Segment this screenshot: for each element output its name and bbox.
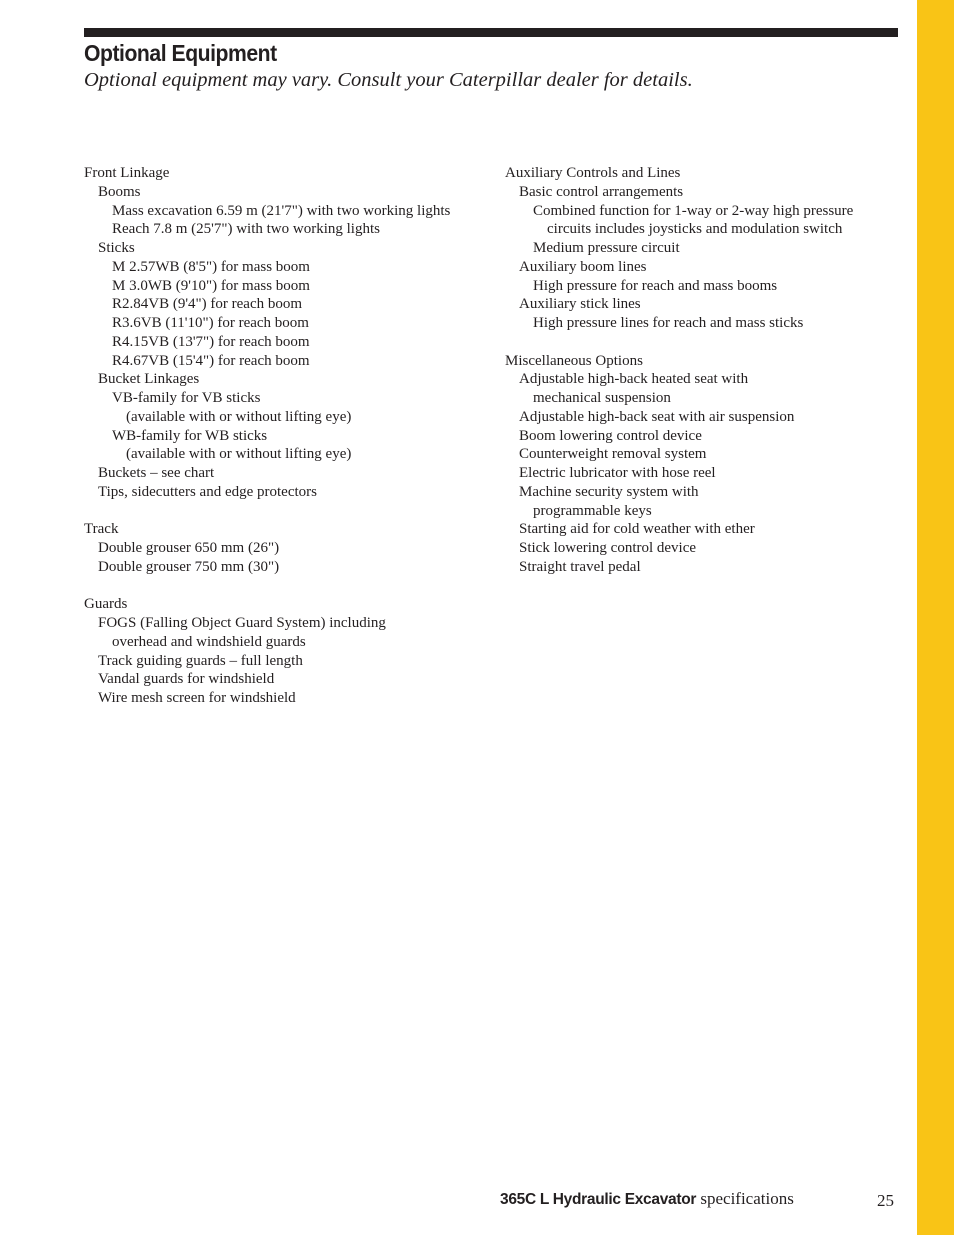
subheading-bucket-linkages: Bucket Linkages [98, 371, 200, 388]
list-item-continuation: mechanical suspension [533, 390, 671, 406]
list-item-note: (available with or without lifting eye) [126, 446, 352, 463]
list-item-note: (available with or without lifting eye) [126, 408, 352, 425]
list-item: Stick lowering control device [519, 540, 697, 556]
section-heading-misc: Miscellaneous Options [505, 352, 643, 369]
list-item-continuation: overhead and windshield guards [112, 633, 306, 650]
section-heading-track: Track [84, 521, 119, 538]
list-item-continuation: circuits includes joysticks and modulation switch [547, 221, 843, 238]
subheading-boom-lines: Auxiliary boom lines [519, 258, 647, 275]
page-title: Optional Equipment [84, 40, 277, 66]
yellow-accent-bar [917, 0, 954, 1235]
track-section [84, 520, 494, 576]
list-item: Double grouser 650 mm (26") [98, 540, 280, 556]
header-rule [84, 28, 898, 37]
list-item: R4.67VB (15'4") for reach boom [112, 352, 310, 369]
list-item: Tips, sidecutters and edge protectors [98, 483, 317, 500]
section-heading-front-linkage: Front Linkage [84, 165, 170, 181]
section-heading-guards: Guards [84, 596, 128, 613]
list-item: M 2.57WB (8'5") for mass boom [112, 258, 310, 275]
footer [500, 1187, 794, 1212]
list-item: Machine security system with [519, 483, 699, 500]
list-item: Wire mesh screen for windshield [98, 690, 296, 706]
right-column [505, 164, 905, 595]
subheading-booms: Booms [98, 183, 141, 200]
list-item: R3.6VB (11'10") for reach boom [112, 315, 309, 331]
footer-model: 365C L Hydraulic Excavator [500, 1191, 697, 1208]
list-item: R2.84VB (9'4") for reach boom [112, 296, 303, 313]
list-item: Double grouser 750 mm (30") [98, 558, 280, 575]
auxiliary-section [505, 164, 905, 333]
list-item: Boom lowering control device [519, 427, 702, 444]
list-item: FOGS (Falling Object Guard System) including [98, 615, 386, 631]
list-item: Starting aid for cold weather with ether [519, 521, 755, 538]
list-item: Buckets – see chart [98, 465, 215, 481]
subheading-sticks: Sticks [98, 240, 135, 256]
list-item: Track guiding guards – full length [98, 652, 303, 669]
list-item: Reach 7.8 m (25'7") with two working lights [112, 221, 380, 238]
section-heading-auxiliary: Auxiliary Controls and Lines [505, 165, 681, 181]
guards-section [84, 595, 494, 708]
list-item: High pressure for reach and mass booms [533, 277, 778, 294]
list-item: Adjustable high-back heated seat with [519, 371, 749, 388]
footer-suffix: specifications [696, 1189, 794, 1208]
list-item: VB-family for VB sticks [112, 390, 261, 406]
list-item: Mass excavation 6.59 m (21'7") with two working lights [112, 202, 451, 219]
list-item: M 3.0WB (9'10") for mass boom [112, 277, 310, 294]
list-item: Adjustable high-back seat with air suspension [519, 408, 795, 425]
list-item: Combined function for 1-way or 2-way high pressure [533, 202, 854, 219]
list-item: R4.15VB (13'7") for reach boom [112, 333, 310, 350]
list-item: WB-family for WB sticks [112, 427, 268, 444]
list-item: High pressure lines for reach and mass sticks [533, 315, 804, 331]
page-number: 25 [877, 1191, 894, 1210]
list-item: Electric lubricator with hose reel [519, 465, 716, 481]
list-item: Counterweight removal system [519, 446, 707, 463]
page-subtitle: Optional equipment may vary. Consult your Caterpillar dealer for details. [84, 69, 693, 91]
subheading-stick-lines: Auxiliary stick lines [519, 296, 641, 313]
misc-section [505, 352, 905, 577]
list-item-continuation: programmable keys [533, 502, 652, 519]
list-item: Straight travel pedal [519, 558, 641, 575]
list-item: Medium pressure circuit [533, 240, 680, 256]
left-column [84, 164, 494, 727]
front-linkage-section [84, 164, 494, 502]
subheading-basic-control: Basic control arrangements [519, 183, 684, 200]
list-item: Vandal guards for windshield [98, 671, 275, 688]
